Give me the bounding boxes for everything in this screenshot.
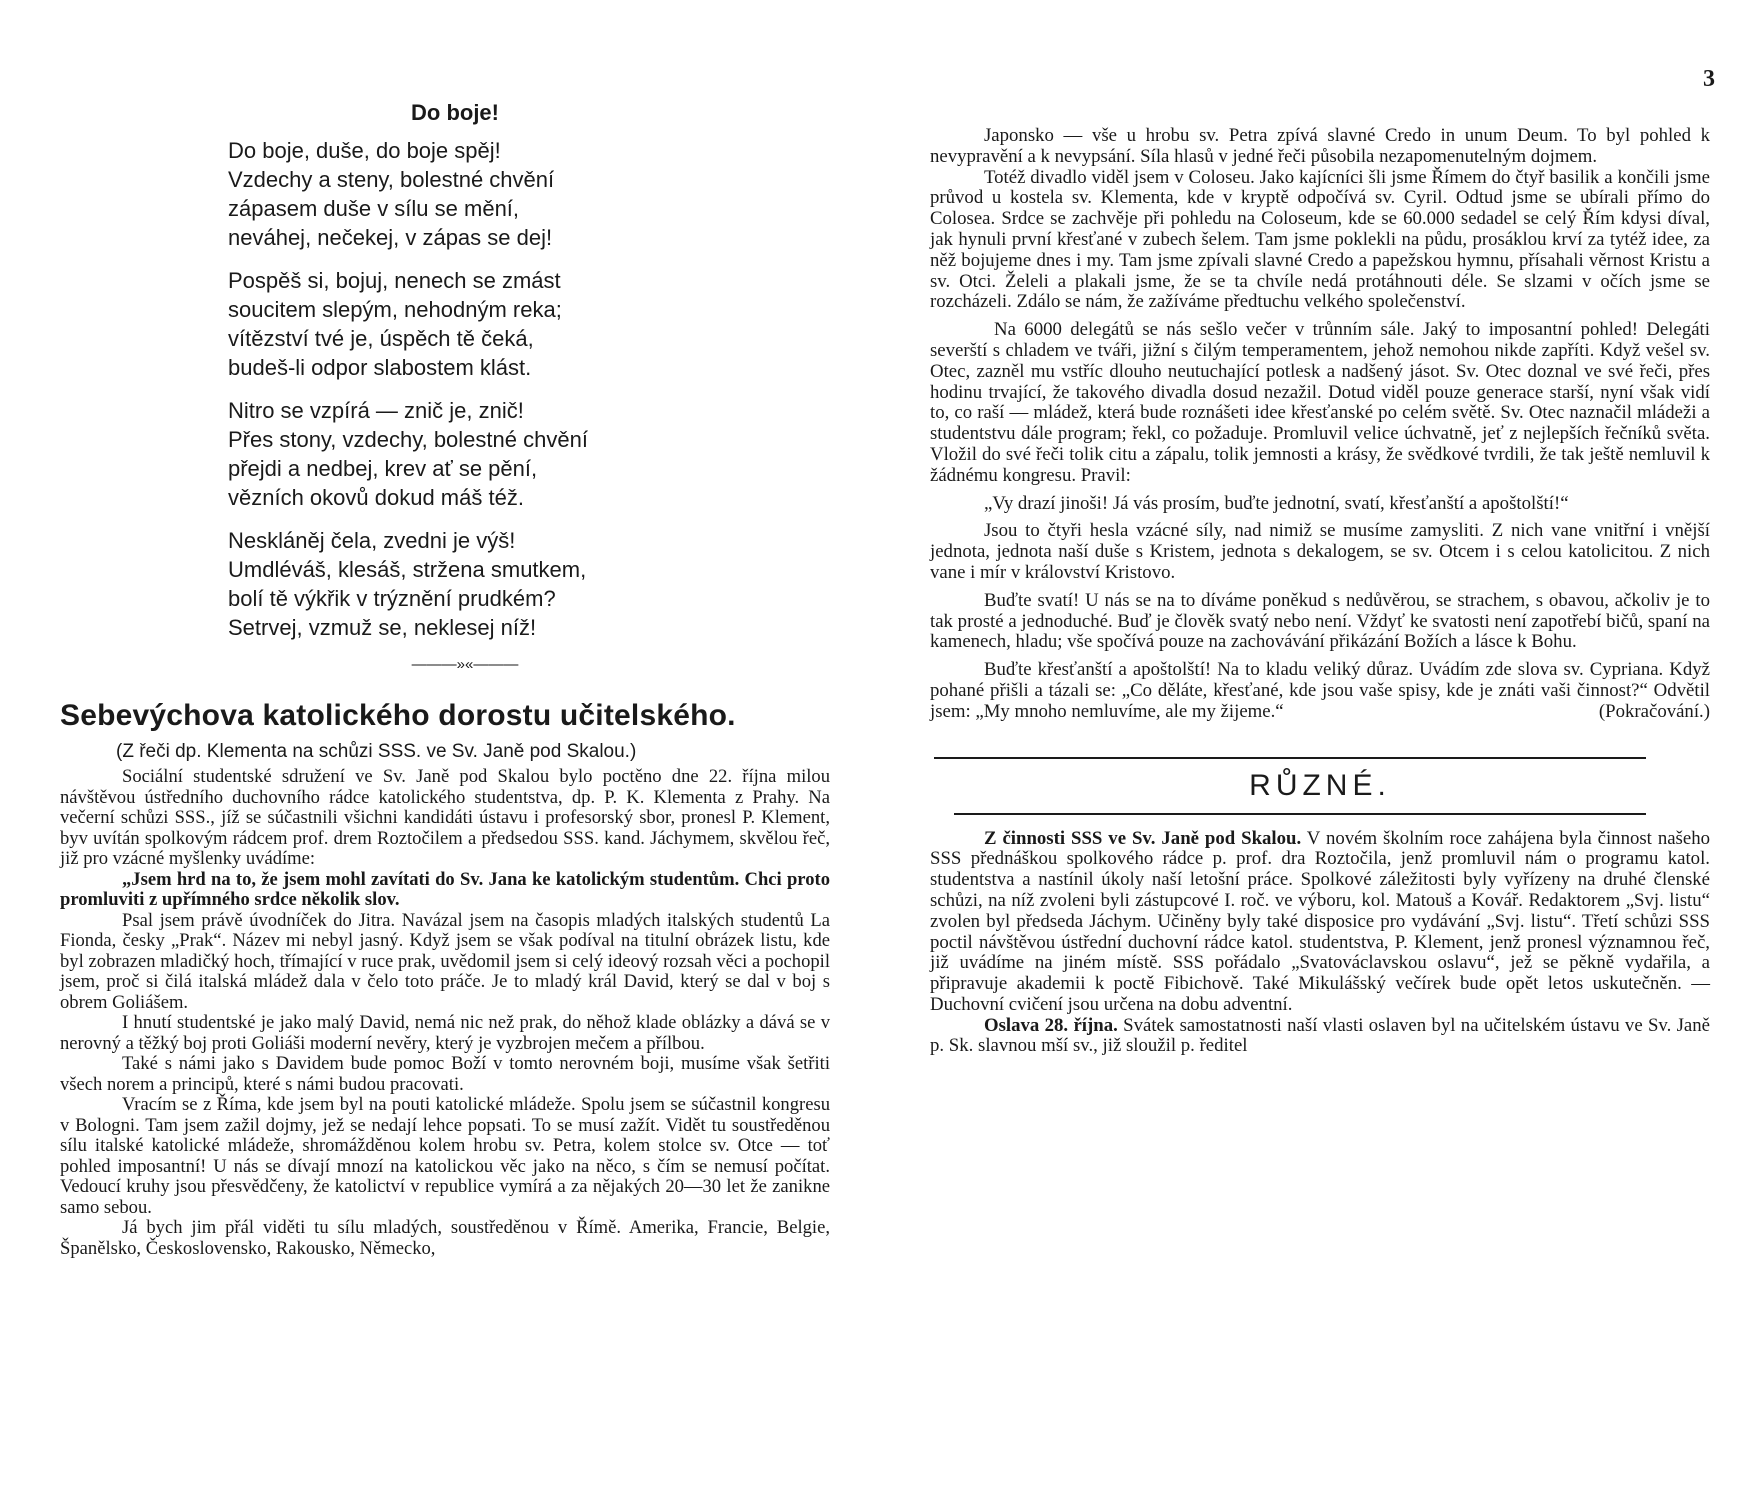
article-paragraph: Totéž divadlo viděl jsem v Coloseu. Jako kajícníci šli jsme Římem do čtyř basilik a končili jsme průvod u kostela sv. Klementa, kde v kryptě odpočívá sv. Cyril. Odtud jsme se ubírali přímo do Colosea. Srdce se zachvěje při pohledu na Coloseum, kde se 60.000 sedadel se celý Řím kdysi díval, jak hynuli první křesťané v zubech šelem. Tam jsme poklekli na půdu, prosáklou krví za tytéž idee, za něž bojujeme dnes i my. Tam jsme zpívali slavné Credo a papežskou hymnu, přísahali věrnost Kristu a sv. Otci. Želeli a plakali jsme, že se ta chvíle nedá protáhnouti déle. Se slzami v očích jsme se rozcházeli. Zdálo se nám, že zažíváme předtuchu velkého společenství. <box>930 166 1710 313</box>
section-rule-bottom <box>954 813 1646 815</box>
section-rule-top <box>934 757 1646 759</box>
article-paragraph <box>930 660 1710 722</box>
left-column <box>60 100 830 1259</box>
article-paragraph: Jsou to čtyři hesla vzácné síly, nad nimiž se musíme zamysliti. Z nich vane vnitřní i vnější jednota, jednota naší duše s Kristem, jednota s dekalogem, se sv. Otcem i s celou katolicitou. Z nich vane i mír v království Kristovo. <box>930 520 1710 583</box>
poem-line: budeš-li odpor slabostem klást. <box>228 355 532 380</box>
news-item-text: V novém školním roce zahájena byla činnost našeho SSS přednáškou spolkového rádce p. prof. dra Roztočila, jenž promluvil nám o programu katol. studentstva a nastínil úkoly naší letošní práce. Spolkové záležitosti byly vyřízeny na druhé členské schůzi, na níž zvoleni byli zástupcové I. roč. ve výboru, kol. Matouš a Kovář. Redaktorem „Svj. listu“ zvolen byl předseda Jáchym. Učiněny byly také disposice pro vydávání „Svj. listu“. Třetí schůzi SSS poctil návštěvou ústřední duchovní rádce katol. studentstva, P. Klement, jenž pronesl významnou řeč, již uvádíme na jiném místě. SSS pořádalo „Svatováclavskou oslavu“, jež se pěkně vydařila, a připravuje akademii k poctě Fibichově. Také Mikulášský večírek bude opět letos uskutečněn. — Duchovní cvičení jsou určena na dobu adventní. <box>930 827 1710 1015</box>
article-paragraph: Psal jsem právě úvodníček do Jitra. Navázal jsem na časopis mladých italských studentů La Fionda, česky „Prak“. Název mi nebyl jasný. Když jsem se však podíval na titulní obrázek listu, kde byl zobrazen mladičký hoch, třímající v ruce prak, uvědomil jsem si celý ideový rozsah věci a pochopil jsem, proč si čilá italská mládež dala v čelo toto práče. Je to mladý král David, který se dal v boj s obrem Goliášem. <box>60 909 830 1013</box>
news-item-text: Svátek samostatnosti naší vlasti oslaven byl na učitelském ústavu ve Sv. Janě p. Sk. slavnou mší sv., již sloužil p. ředitel <box>930 1014 1710 1057</box>
article-paragraph: „Vy drazí jinoši! Já vás prosím, buďte jednotní, svatí, křesťanští a apoštolští!“ <box>984 492 1569 514</box>
news-item <box>930 829 1710 1016</box>
poem-line: Nitro se vzpírá — znič je, znič! <box>228 398 524 423</box>
poem-line: soucitem slepým, nehodným reka; <box>228 297 562 322</box>
poem-line: Umdléváš, klesáš, stržena smutkem, <box>228 557 587 582</box>
section-heading: RŮZNÉ. <box>1249 768 1391 802</box>
poem-stanza <box>228 266 830 382</box>
poem-stanza <box>228 136 830 252</box>
poem-line: přejdi a nedbej, krev ať se pění, <box>228 456 538 481</box>
news-item-lead: Z činnosti SSS ve Sv. Janě pod Skalou. <box>984 827 1302 849</box>
article-paragraph: Vracím se z Říma, kde jsem byl na pouti katolické mládeže. Spolu jsem se súčastnil kongresu v Bologni. Tam jsem zažil dojmy, jež se nedají lehce popsati. To se musí zažít. Vidět tu soustředěnou sílu italské katolické mládeže, shromážděnou kolem hrobu sv. Petra, kolem stolce sv. Otce — toť pohled imposantní! U nás se dívají mnozí na katolickou věc jako na něco, s čím se nemusí počítat. Vedoucí kruhy jsou přesvědčeny, že katolictví v republice vymírá a za nějakých 20—30 let že zanikne samo sebou. <box>60 1094 830 1218</box>
poem-stanza <box>228 526 830 642</box>
article-paragraph: Buďte svatí! U nás se na to díváme poněkud s nedůvěrou, se strachem, s obavou, ačkoliv je to tak prosté a jednoduché. Buď je člověk svatý nebo není. Vždyť ke svatosti není zapotřebí bičů, spaní na kamenech, hladu; vše spočívá pouze na zachovávání přikázání Božích a lásce k Bohu. <box>930 589 1710 653</box>
poem-line: Pospěš si, bojuj, nenech se zmást <box>228 268 561 293</box>
poem-line: neváhej, nečekej, v zápas se dej! <box>228 225 553 250</box>
article-paragraph: Japonsko — vše u hrobu sv. Petra zpívá slavné Credo in unum Deum. To byl pohled k nevypravění a k nevypsání. Síla hlasů v jedné řeči působila nezapomenutelným dojmem. <box>930 125 1710 167</box>
article-subtitle: (Z řeči dp. Klementa na schůzi SSS. ve Sv. Janě pod Skalou.) <box>116 741 637 762</box>
article-paragraph: Sociální studentské sdružení ve Sv. Janě pod Skalou bylo poctěno dne 22. října milou návštěvou ústředního duchovního rádce katolického studentstva, dp. P. K. Klementa z Prahy. Na večerní schůzi SSS., jíž se súčastnili všichni kandidáti ústavu i profesorský sbor, pronesl P. Klement, byv uvítán spolkovým rádcem prof. drem Roztočilem a předsedou SSS. kand. Jáchymem, skvělou řeč, již pro vzácné myšlenky uvádíme: <box>60 766 830 869</box>
page-number: 3 <box>1703 66 1715 92</box>
poem-line: Přes stony, vzdechy, bolestné chvění <box>228 427 588 452</box>
poem-line: Vzdechy a steny, bolestné chvění <box>228 167 555 192</box>
right-column <box>930 126 1710 1057</box>
continued-note: (Pokračování.) <box>1598 700 1710 722</box>
article-paragraph: Také s námi jako s Davidem bude pomoc Boží v tomto nerovném boji, musíme však šetřiti všech norem a principů, které s námi budou pracovati. <box>60 1053 830 1095</box>
poem-stanza <box>228 396 830 512</box>
poem-line: vítězství tvé je, úspěch tě čeká, <box>228 326 534 351</box>
ornament-divider: ———»«——— <box>411 656 519 673</box>
article-paragraph: I hnutí studentské je jako malý David, nemá nic než prak, do něhož klade oblázky a dává se v nerovný a těžký boj proti Goliáši moderní nevěry, který je vyzbrojen mečem a přílbou. <box>60 1012 830 1054</box>
article-title: Sebevýchova katolického dorostu učitelského. <box>60 699 736 732</box>
article-paragraph-text: Buďte křesťanští a apoštolští! Na to kladu veliký důraz. Uvádím zde slova sv. Cypriana. Když pohané přišli a tázali se: „Co děláte, křesťané, kde jsou vaše spisy, kde je znáti vaši činnost?“ Odvětil jsem: „My mnoho nemluvíme, ale my žijeme.“ <box>930 659 1710 722</box>
article-paragraph: „Jsem hrd na to, že jsem mohl zavítati do Sv. Jana ke katolickým studentům. Chci proto promluviti z upřímného srdce několik slov. <box>60 868 830 910</box>
article-paragraph: Já bych jim přál viděti tu sílu mladých, soustředěnou v Římě. Amerika, Francie, Belgie, Španělsko, Československo, Rakousko, Německo, <box>60 1217 830 1259</box>
poem-line: Do boje, duše, do boje spěj! <box>228 138 501 163</box>
news-item-lead: Oslava 28. října. <box>984 1014 1118 1036</box>
poem-line: vězních okovů dokud máš též. <box>228 485 524 510</box>
news-item <box>930 1016 1710 1058</box>
poem-line: Setrvej, vzmuž se, neklesej níž! <box>228 615 537 640</box>
poem-line: Neskláněj čela, zvedni je výš! <box>228 528 516 553</box>
poem-line: zápasem duše v sílu se mění, <box>228 196 520 221</box>
article-paragraph: Na 6000 delegátů se nás sešlo večer v trůnním sále. Jaký to imposantní pohled! Delegáti severští s chladem ve tváři, jižní s čilým temperamentem, jehož nemohou nikde zapříti. Když vešel sv. Otec, zazněl mu vstříc dlouho neutuchající potlesk a nadšený jásot. Sv. Otec doznal ve své řeči, přes hodinu trvající, že takového divadla dosud nezažil. Dotud viděl pouze generace starší, nyní však vidí to, co raší — mládež, která bude roznášeti idee křesťanské po celém světě. Sv. Otec naznačil mládeži a studentstvu dále program; řekl, co požaduje. Promluvil velice úchvatně, jeť z nejlepších řečníků světa. Vložil do své řeči tolik citu a zápalu, tolik jemnosti a krásy, že svědkové tvrdili, že tak ještě nemluvil k žádnému kongresu. Pravil: <box>930 319 1710 486</box>
poem-line: bolí tě výkřik v trýznění prudkém? <box>228 586 556 611</box>
poem-title: Do boje! <box>411 100 499 125</box>
